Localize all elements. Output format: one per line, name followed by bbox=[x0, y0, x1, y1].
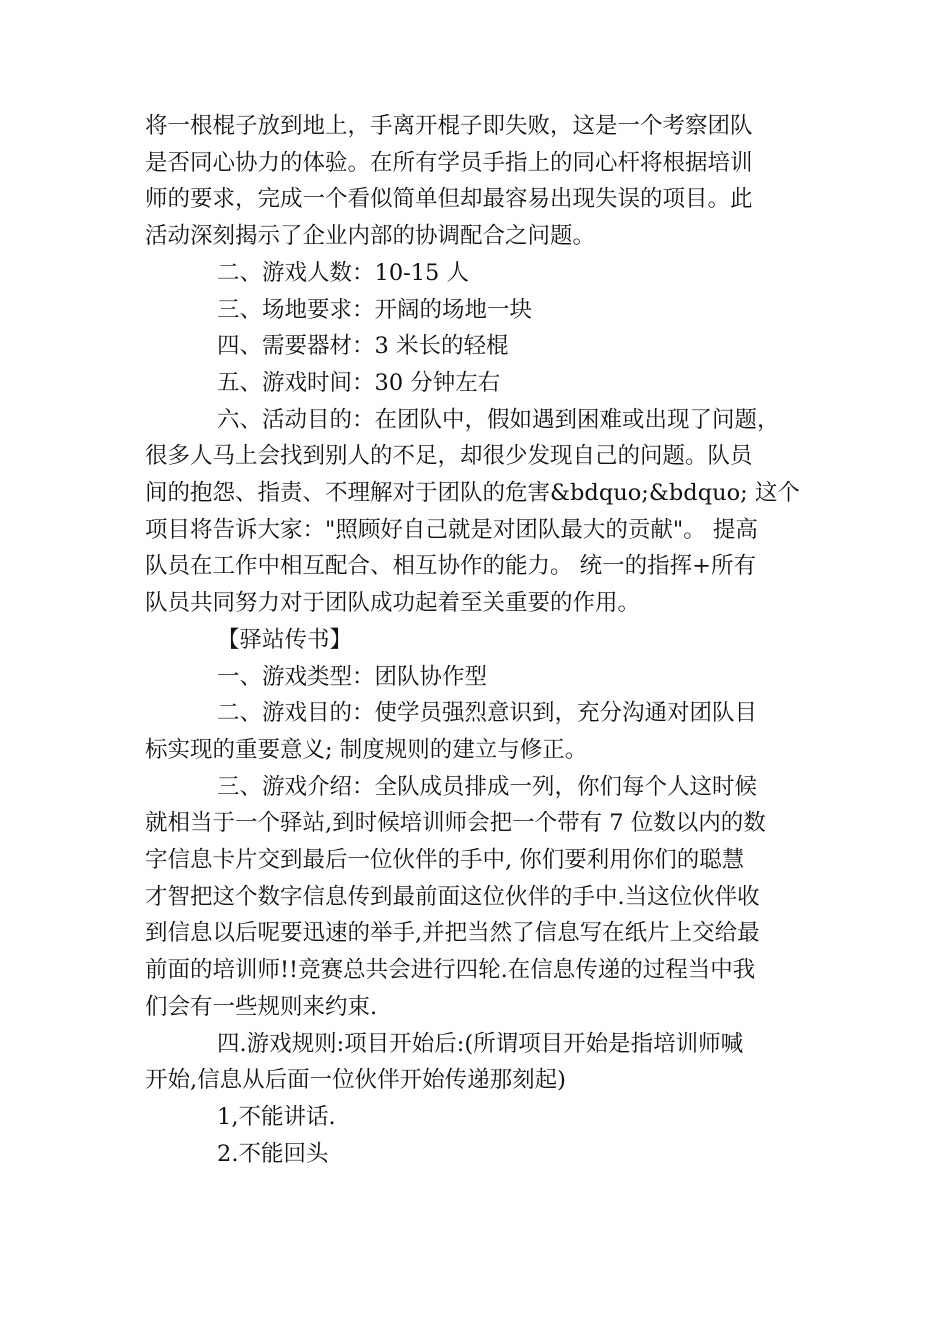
paragraph-line: 才智把这个数字信息传到最前面这位伙伴的手中.当这位伙伴收 bbox=[145, 883, 760, 910]
section-purpose: 六、活动目的：在团队中，假如遇到困难或出现了问题， bbox=[217, 406, 780, 433]
section-players: 二、游戏人数：10-15 人 bbox=[217, 259, 470, 286]
paragraph-line: 活动深刻揭示了企业内部的协调配合之问题。 bbox=[145, 223, 596, 250]
section-time: 五、游戏时间：30 分钟左右 bbox=[217, 369, 501, 396]
paragraph-line: 开始,信息从后面一位伙伴开始传递那刻起) bbox=[145, 1067, 566, 1094]
section-venue: 三、场地要求：开阔的场地一块 bbox=[217, 296, 533, 323]
paragraph-line: 们会有一些规则来约束. bbox=[145, 993, 378, 1020]
paragraph-line: 字信息卡片交到最后一位伙伴的手中, 你们要利用你们的聪慧 bbox=[145, 847, 745, 874]
document-body bbox=[145, 108, 805, 1172]
paragraph-line: 到信息以后呢要迅速的举手,并把当然了信息写在纸片上交给最 bbox=[145, 920, 760, 947]
game-title: 【驿站传书】 bbox=[217, 626, 353, 653]
paragraph-line: 前面的培训师!!竞赛总共会进行四轮.在信息传递的过程当中我 bbox=[145, 957, 756, 984]
section-equipment: 四、需要器材：3 米长的轻棍 bbox=[217, 333, 509, 360]
paragraph-line: 师的要求，完成一个看似简单但却最容易出现失误的项目。此 bbox=[145, 186, 753, 213]
section-game-type: 一、游戏类型：团队协作型 bbox=[217, 663, 488, 690]
paragraph-line: 队员在工作中相互配合、相互协作的能力。 统一的指挥+所有 bbox=[145, 553, 757, 580]
paragraph-line: 是否同心协力的体验。在所有学员手指上的同心杆将根据培训 bbox=[145, 149, 753, 176]
section-game-rules: 四.游戏规则:项目开始后:(所谓项目开始是指培训师喊 bbox=[217, 1030, 744, 1057]
rule-item: 2.不能回头 bbox=[217, 1140, 329, 1167]
section-game-intro: 三、游戏介绍：全队成员排成一列，你们每个人这时候 bbox=[217, 773, 758, 800]
paragraph-line: 队员共同努力对于团队成功起着至关重要的作用。 bbox=[145, 590, 641, 617]
section-game-purpose: 二、游戏目的：使学员强烈意识到，充分沟通对团队目 bbox=[217, 700, 758, 727]
paragraph-line: 标实现的重要意义; 制度规则的建立与修正。 bbox=[145, 736, 588, 763]
paragraph-line: 将一根棍子放到地上，手离开棍子即失败，这是一个考察团队 bbox=[145, 113, 753, 139]
paragraph-line: 很多人马上会找到别人的不足，却很少发现自己的问题。队员 bbox=[145, 443, 753, 470]
rule-item: 1,不能讲话. bbox=[217, 1103, 336, 1130]
paragraph-line: 项目将告诉大家："照顾好自己就是对团队最大的贡献"。 提高 bbox=[145, 516, 758, 543]
paragraph-line: 间的抱怨、指责、不理解对于团队的危害&bdquo;&bdquo; 这个 bbox=[145, 480, 800, 507]
paragraph-line: 就相当于一个驿站,到时候培训师会把一个带有 7 位数以内的数 bbox=[145, 810, 766, 837]
